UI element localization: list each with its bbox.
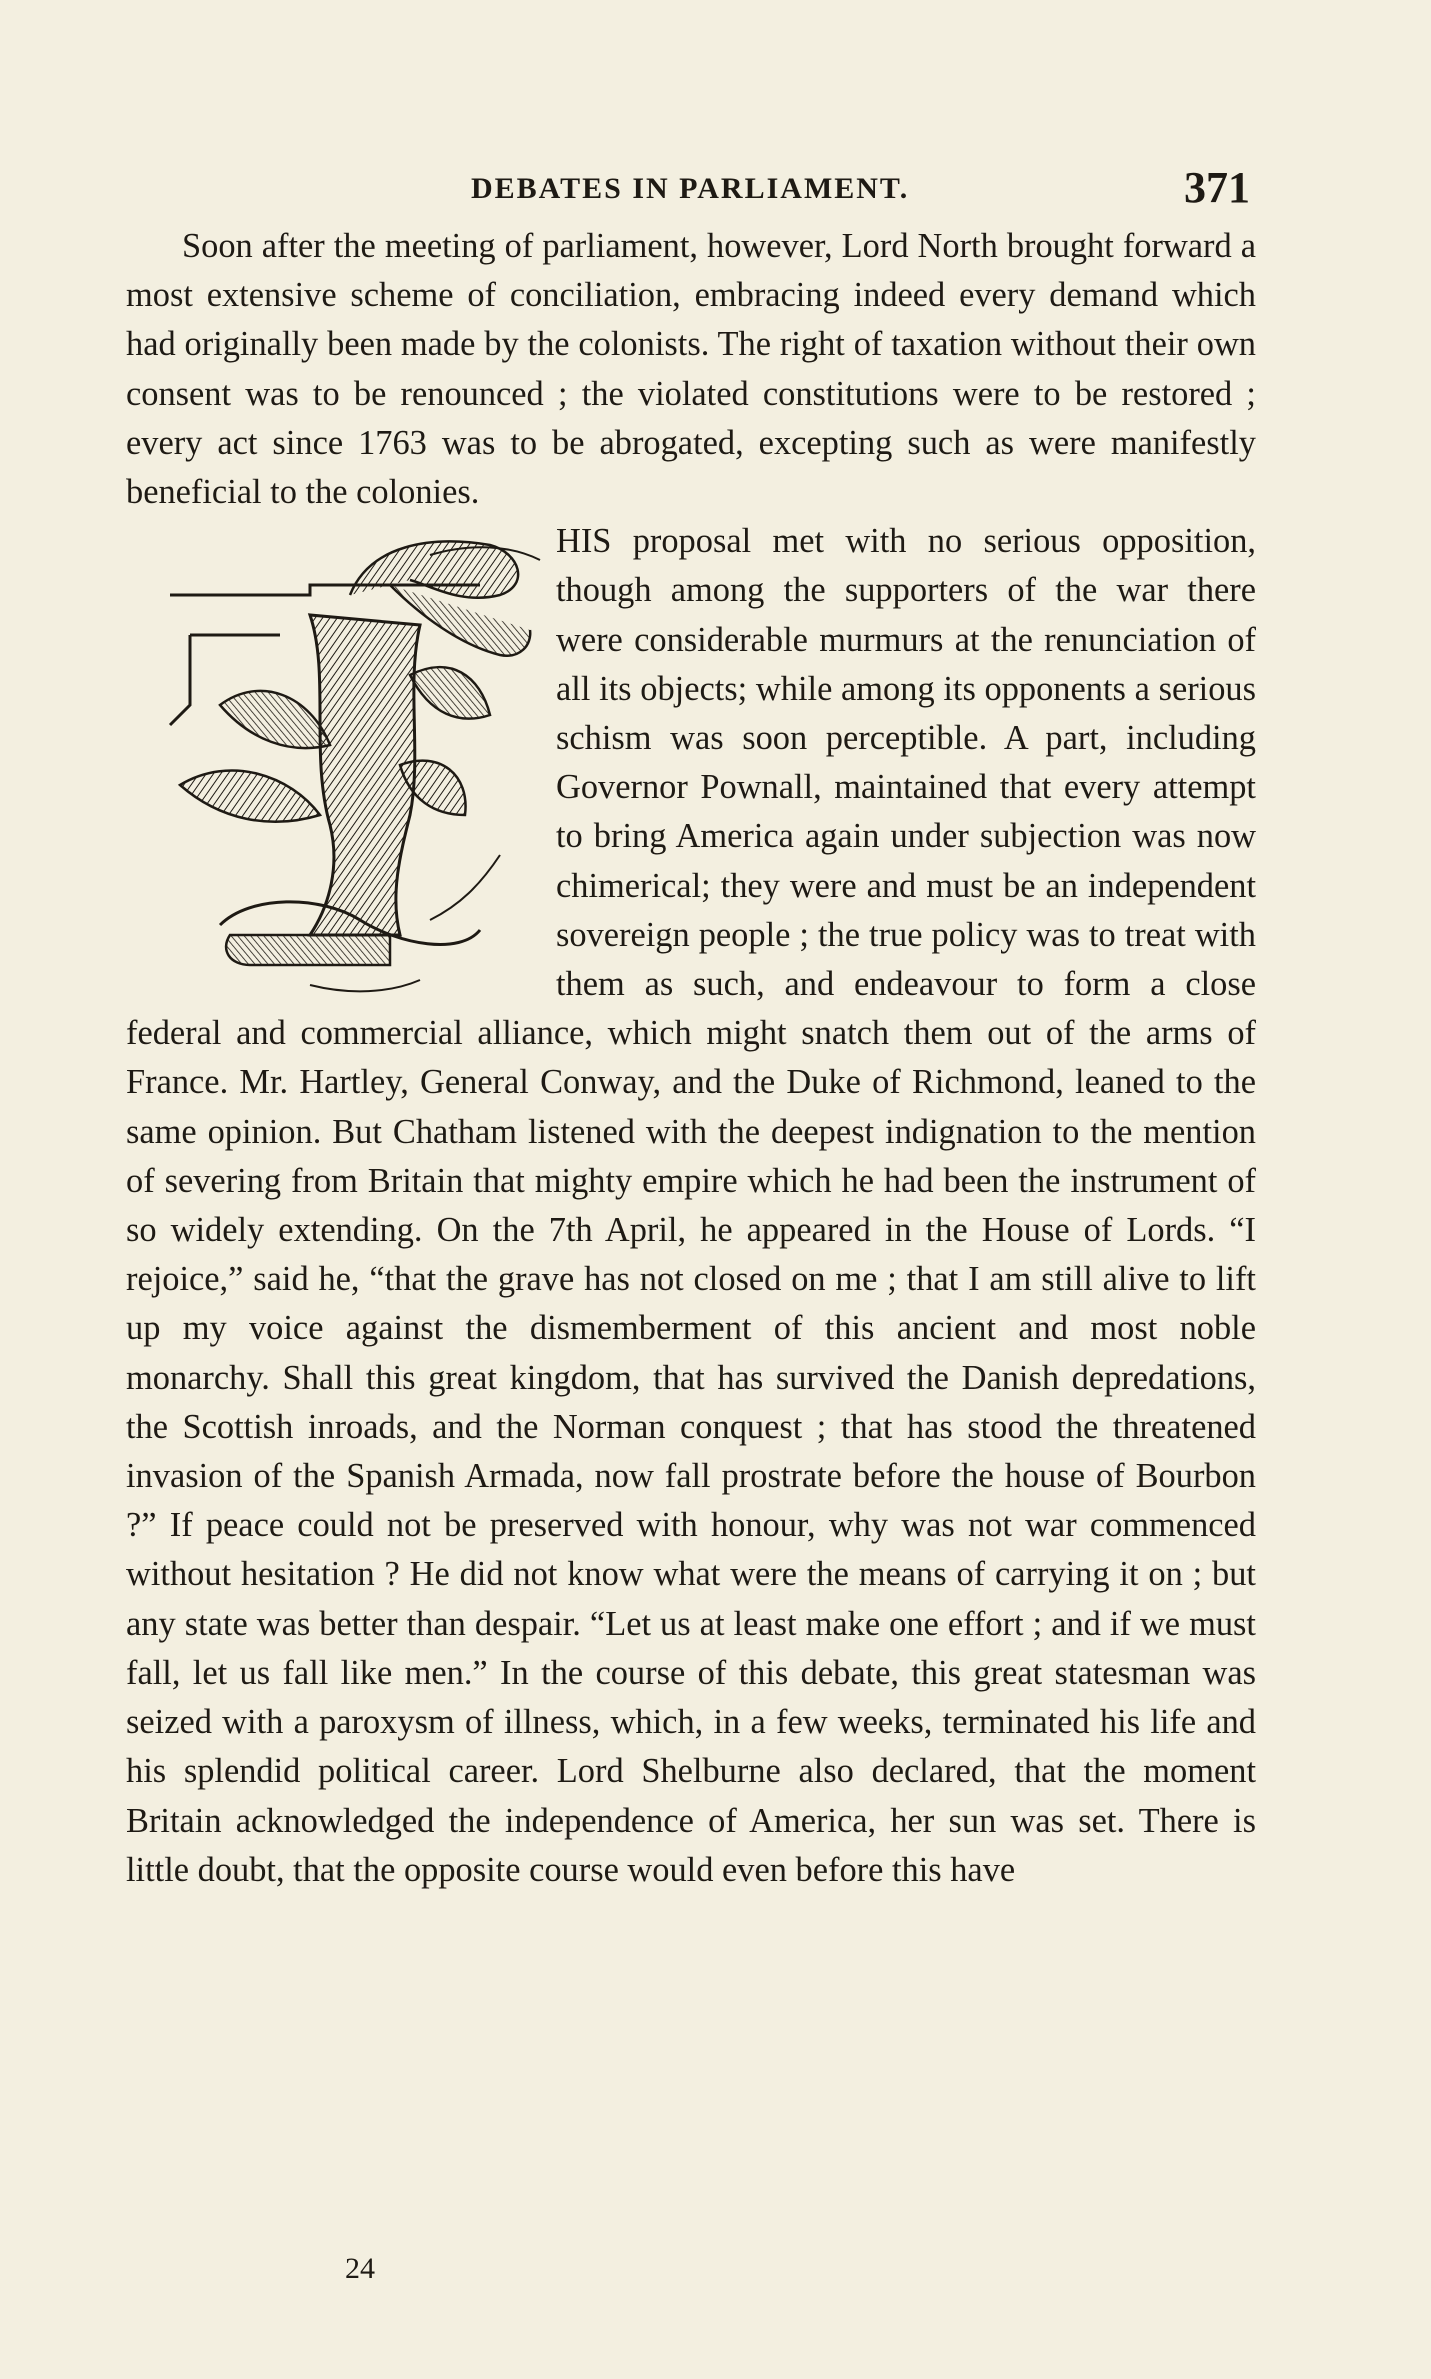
signature-mark: 24 <box>345 2252 375 2285</box>
page-number: 371 <box>1184 163 1250 212</box>
paragraph-2 <box>126 517 1256 1895</box>
paragraph-1: Soon after the meeting of parliament, however, Lord North brought forward a most extensive scheme of conciliation, embracing indeed every demand which had originally been made by the colonists. The right of taxation without their own consent was to be renounced ; the violated constitutions were to be restored ; every act since 1763 was to be abrogated, excepting such as were manifestly beneficial to the colonies. <box>126 227 1256 512</box>
page-header <box>126 162 1256 222</box>
running-head: DEBATES IN PARLIAMENT. <box>471 172 910 205</box>
paragraph-2-text: HIS proposal met with no serious opposition, though among the supporters of the war there were considerable murmurs at the renunciation of all its objects; while among its opponents a serious schism was soon perceptible. A part, including Governor Pownall, maintained that every attempt to bring America again under subjection was now chimerical; they were and must be an independent sovereign people ; the true policy was to treat with them as such, and endeavour to form a close federal and commercial alliance, which might snatch them out of the arms of France. Mr. Hartley, General Conway, and the Duke of Richmond, leaned to the same opinion. But Chatham listened with the deepest indignation to the mention of severing from Britain that mighty empire which he had been the instrument of so widely extending. On the 7th April, he appeared in the House of Lords. “I rejoice,” said he, “that the grave has not closed on me ; that I am still alive to lift up my voice against the dismemberment of this ancient and most noble monarchy. Shall this great kingdom, that has survived the Danish depredations, the Scottish inroads, and the Norman conquest ; that has stood the threatened invasion of the Spanish Armada, now fall prostrate before the house of Bourbon ?” If peace could not be preserved with honour, why was not war commenced without hesitation ? He did not know what were the means of carrying it on ; but any state was better than despair. “Let us at least make one effort ; and if we must fall, let us fall like men.” In the course of this debate, this great statesman was seized with a paroxysm of illness, which, in a few weeks, terminated his life and his splendid political career. Lord Shelburne also declared, that the moment Britain acknowledged the independence of America, her sun was set. There is little doubt, that the opposite course would even before this have <box>126 522 1256 1889</box>
body-text <box>126 222 1256 1895</box>
ornamental-dropcap-t-icon <box>160 525 548 1003</box>
